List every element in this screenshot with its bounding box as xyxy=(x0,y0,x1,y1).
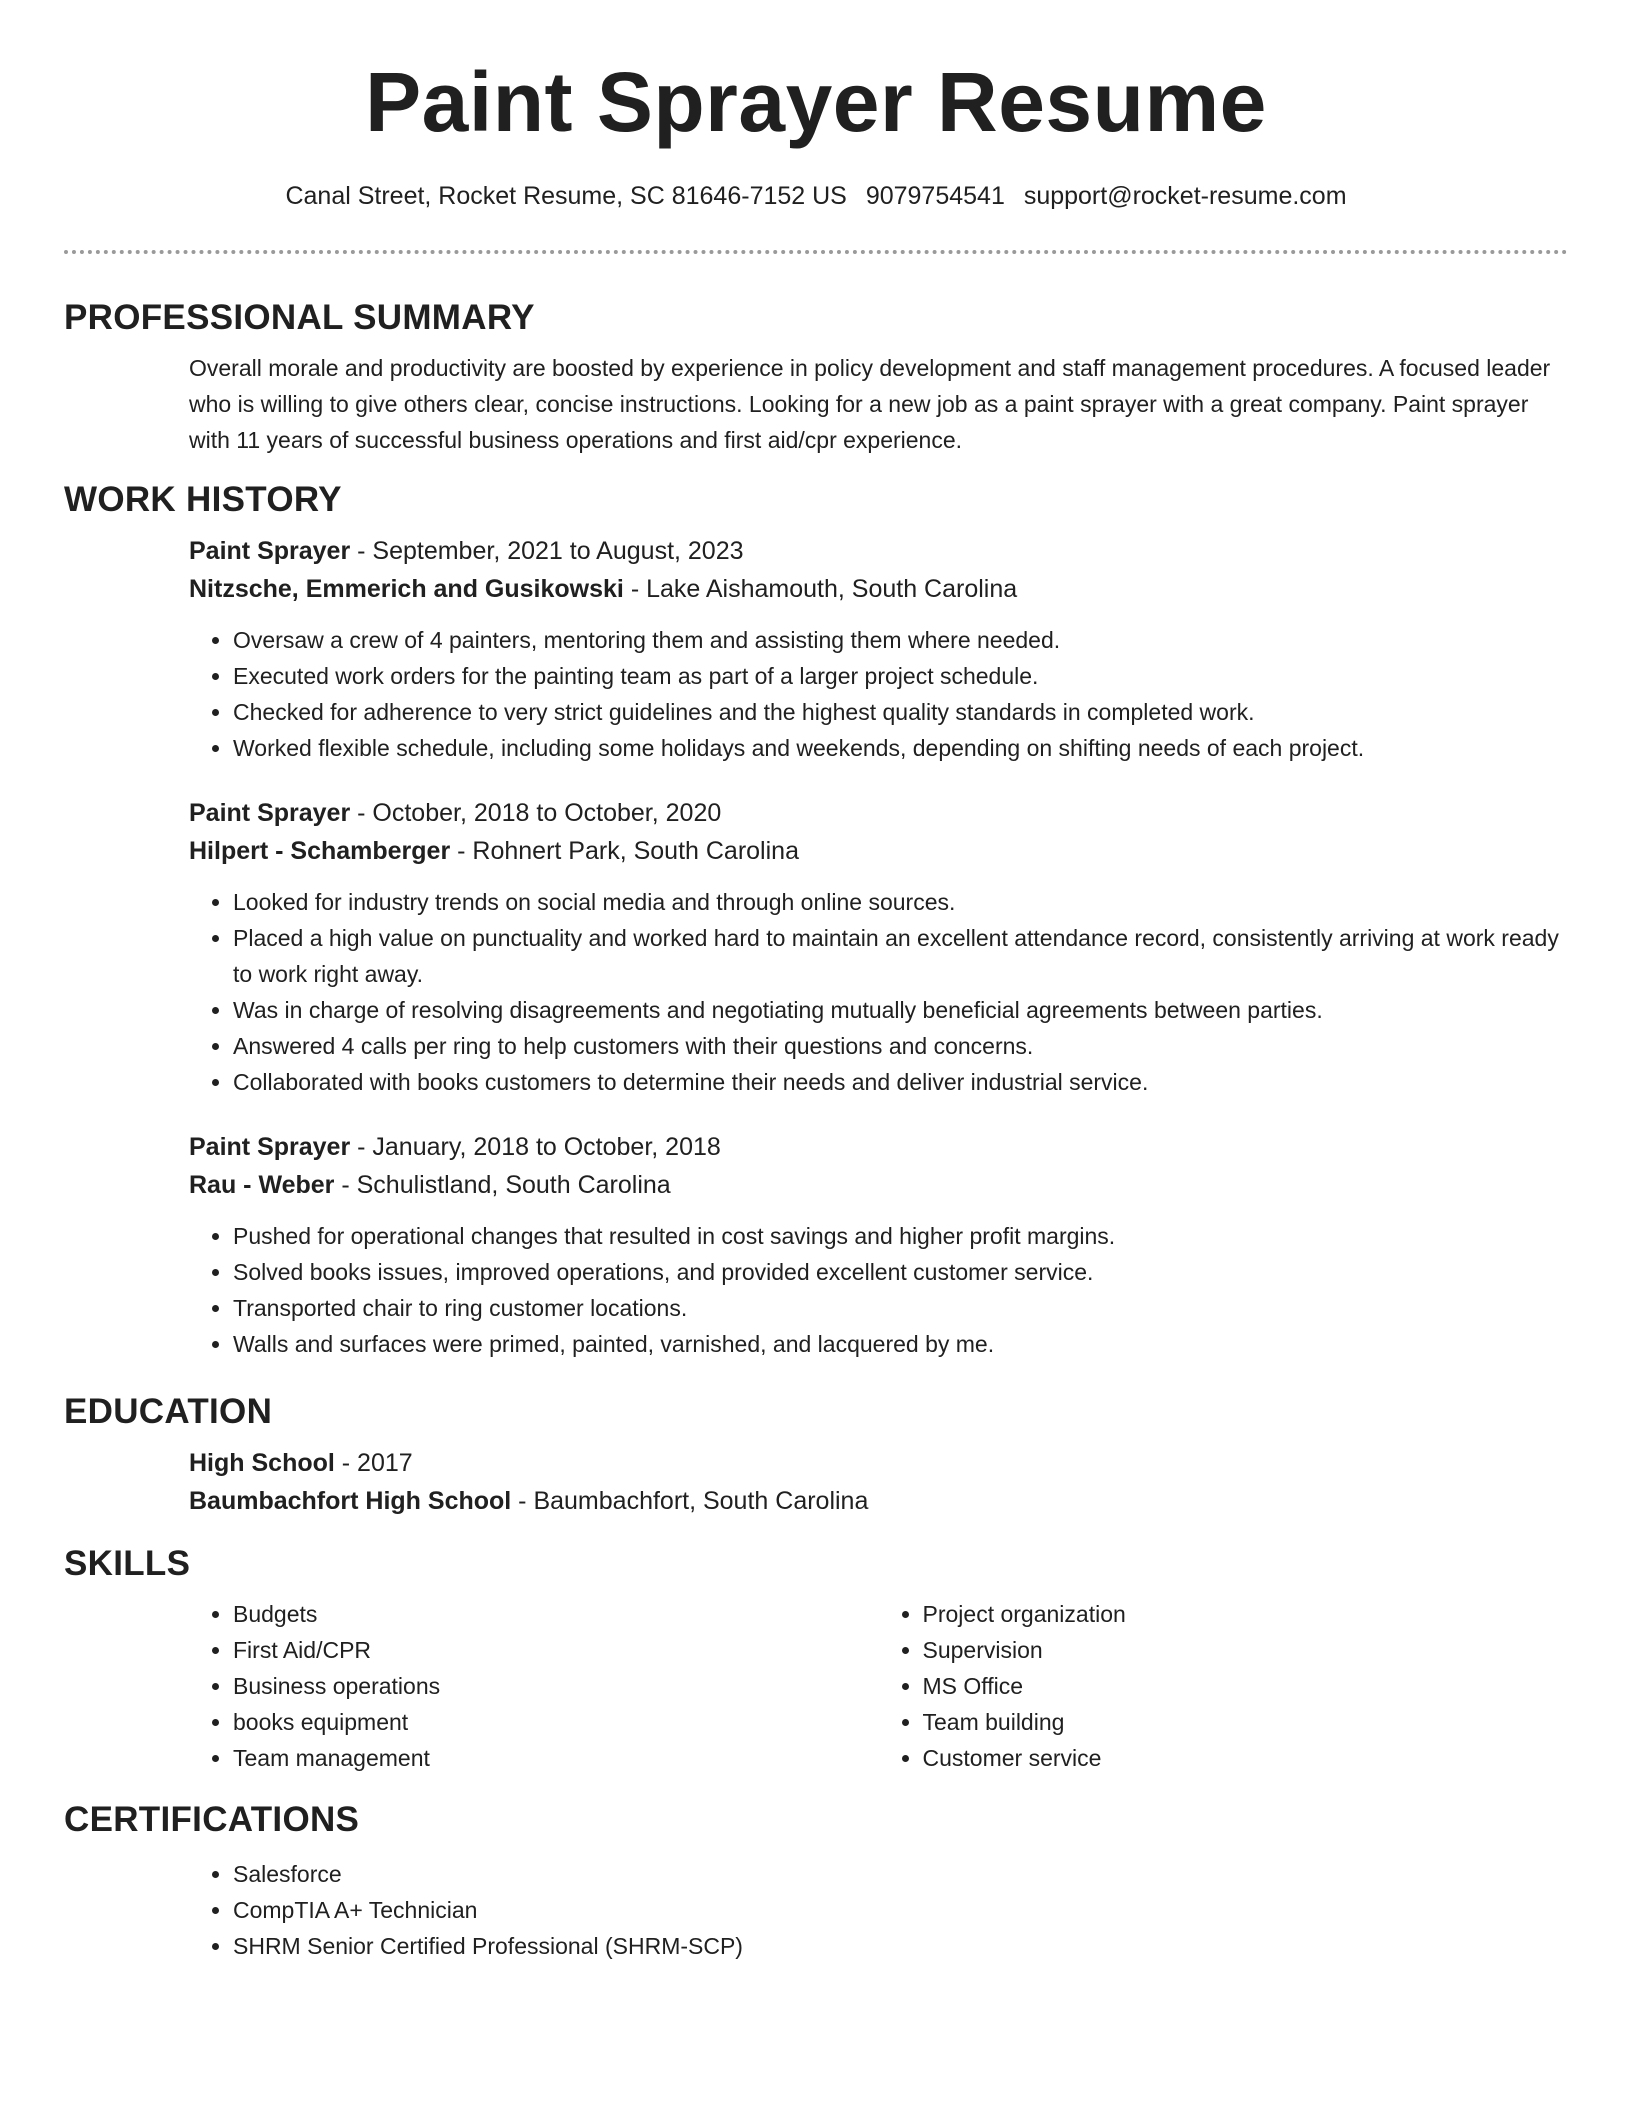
certification-item: • Salesforce xyxy=(233,1856,1568,1892)
skill-item: • Customer service xyxy=(923,1740,1569,1776)
job-role-line xyxy=(189,1128,1568,1166)
job-company: Hilpert - Schamberger xyxy=(189,837,451,865)
job-company-line xyxy=(189,832,1568,870)
summary-text: Overall morale and productivity are boosted by experience in policy development and staff management procedures. A focused leader who is willing to give others clear, concise instructions. Looking for a new job as a paint sprayer with a great company. Paint sprayer with 11 years of successful business operations and first aid/cpr experience. xyxy=(189,355,1551,453)
job-duties xyxy=(189,622,1568,766)
certification-item: • SHRM Senior Certified Professional (SHRM-SCP) xyxy=(233,1928,1568,1964)
education-location: - Baumbachfort, South Carolina xyxy=(511,1487,869,1515)
resume-body xyxy=(64,296,1568,1964)
section-title-certifications: CERTIFICATIONS xyxy=(64,1800,360,1839)
job-company-line xyxy=(189,1166,1568,1204)
list-item: • Worked flexible schedule, including some holidays and weekends, depending on shifting needs of each project. xyxy=(233,730,1568,766)
header-divider xyxy=(64,250,1568,254)
job-company-line xyxy=(189,570,1568,608)
education-degree-line xyxy=(189,1444,1568,1482)
certifications-list xyxy=(64,1856,1568,1964)
list-item: • Transported chair to ring customer locations. xyxy=(233,1290,1568,1326)
job-location: - Rohnert Park, South Carolina xyxy=(450,837,799,865)
job-role: Paint Sprayer xyxy=(189,1133,351,1161)
list-item: • Oversaw a crew of 4 painters, mentoring them and assisting them where needed. xyxy=(233,622,1568,658)
list-item: • Solved books issues, improved operations, and provided excellent customer service. xyxy=(233,1254,1568,1290)
section-title-summary: PROFESSIONAL SUMMARY xyxy=(64,298,535,337)
certifications-items xyxy=(189,1856,1568,1964)
certification-item: • CompTIA A+ Technician xyxy=(233,1892,1568,1928)
education-school-line xyxy=(189,1482,1568,1520)
job-entry xyxy=(64,794,1568,1100)
list-item: • Placed a high value on punctuality and worked hard to maintain an excellent attendance record, consistently arriving at work ready to work right away. xyxy=(233,920,1568,992)
skill-item: • MS Office xyxy=(923,1668,1569,1704)
list-item: • Looked for industry trends on social media and through online sources. xyxy=(233,884,1568,920)
list-item: • Walls and surfaces were primed, painted, varnished, and lacquered by me. xyxy=(233,1326,1568,1362)
list-item: • Checked for adherence to very strict guidelines and the highest quality standards in completed work. xyxy=(233,694,1568,730)
contact-phone: 9079754541 xyxy=(865,182,1005,210)
job-dates: - January, 2018 to October, 2018 xyxy=(350,1133,721,1161)
skill-item: • Business operations xyxy=(233,1668,879,1704)
section-title-skills: SKILLS xyxy=(64,1544,191,1583)
job-location: - Schulistland, South Carolina xyxy=(334,1171,671,1199)
job-company: Rau - Weber xyxy=(189,1171,335,1199)
skills-column-right xyxy=(879,1596,1569,1776)
skills-column-left xyxy=(189,1596,879,1776)
job-duties xyxy=(189,1218,1568,1362)
skill-item: • Supervision xyxy=(923,1632,1569,1668)
job-location: - Lake Aishamouth, South Carolina xyxy=(623,575,1018,603)
skill-item: • First Aid/CPR xyxy=(233,1632,879,1668)
skill-item: • books equipment xyxy=(233,1704,879,1740)
job-role: Paint Sprayer xyxy=(189,537,351,565)
job-role-line xyxy=(189,794,1568,832)
list-item: • Answered 4 calls per ring to help customers with their questions and concerns. xyxy=(233,1028,1568,1064)
contact-address: Canal Street, Rocket Resume, SC 81646-7152 US xyxy=(285,182,847,210)
job-entry xyxy=(64,532,1568,766)
education-degree: High School xyxy=(189,1449,335,1477)
resume-title: Paint Sprayer Resume xyxy=(365,55,1267,149)
section-title-education: EDUCATION xyxy=(64,1392,273,1431)
job-company: Nitzsche, Emmerich and Gusikowski xyxy=(189,575,624,603)
skills-grid xyxy=(64,1596,1568,1776)
job-role-line xyxy=(189,532,1568,570)
education-entry xyxy=(64,1444,1568,1520)
education-school: Baumbachfort High School xyxy=(189,1487,512,1515)
skill-item: • Project organization xyxy=(923,1596,1569,1632)
list-item: • Executed work orders for the painting team as part of a larger project schedule. xyxy=(233,658,1568,694)
job-dates: - September, 2021 to August, 2023 xyxy=(350,537,744,565)
section-title-work-history: WORK HISTORY xyxy=(64,480,342,519)
job-dates: - October, 2018 to October, 2020 xyxy=(350,799,722,827)
job-entry xyxy=(64,1128,1568,1362)
contact-line xyxy=(64,178,1568,214)
list-item: • Was in charge of resolving disagreements and negotiating mutually beneficial agreements between parties. xyxy=(233,992,1568,1028)
job-duties xyxy=(189,884,1568,1100)
skill-item: • Team building xyxy=(923,1704,1569,1740)
list-item: • Collaborated with books customers to determine their needs and deliver industrial service. xyxy=(233,1064,1568,1100)
job-role: Paint Sprayer xyxy=(189,799,351,827)
list-item: • Pushed for operational changes that resulted in cost savings and higher profit margins. xyxy=(233,1218,1568,1254)
contact-email: support@rocket-resume.com xyxy=(1023,182,1347,210)
skill-item: • Team management xyxy=(233,1740,879,1776)
skill-item: • Budgets xyxy=(233,1596,879,1632)
education-year: - 2017 xyxy=(334,1449,413,1477)
